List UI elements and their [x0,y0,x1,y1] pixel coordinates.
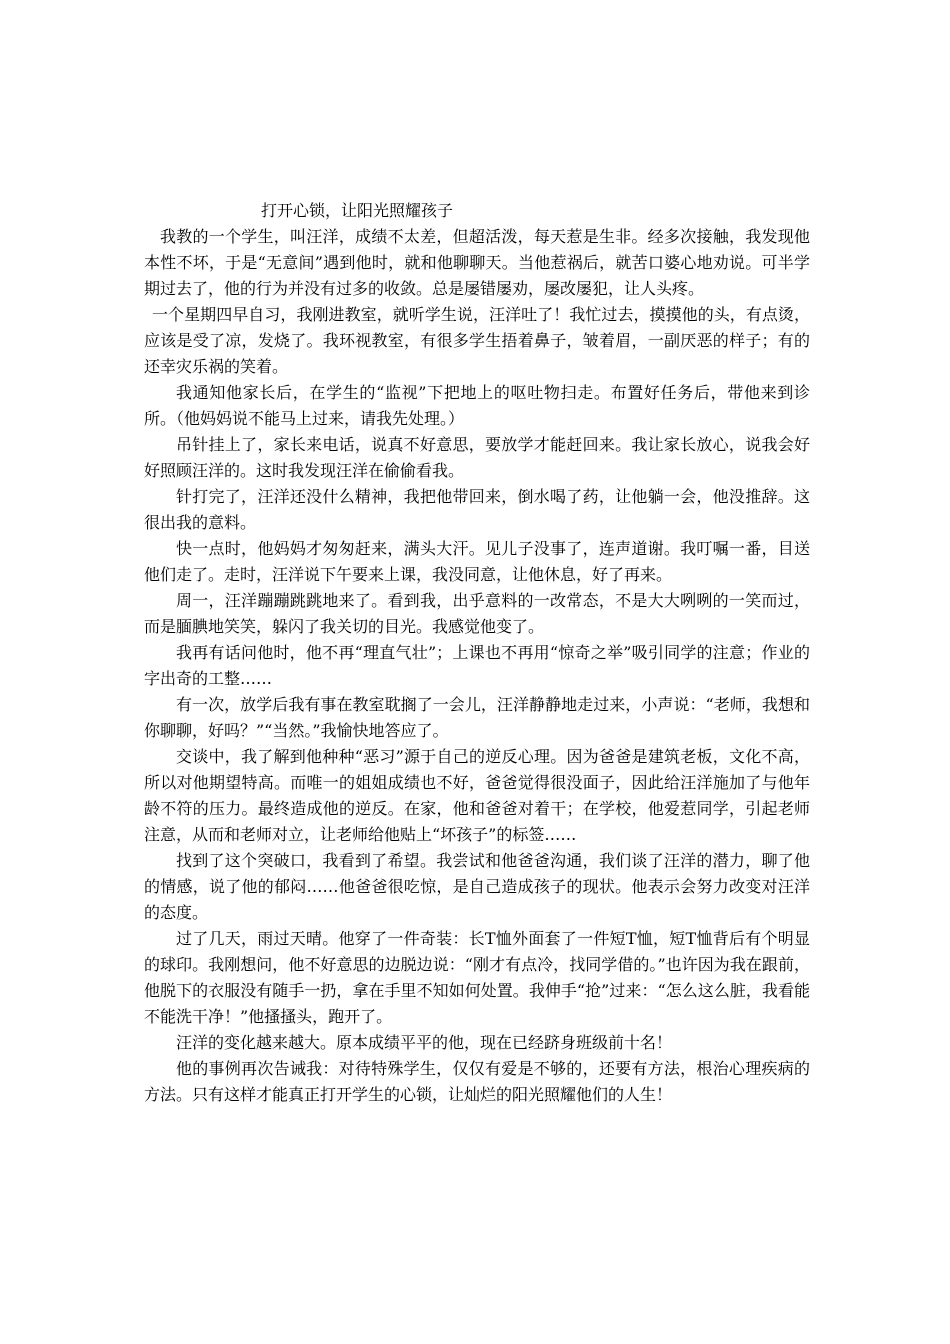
document-body [144,196,810,1108]
paragraph-10: 交谈中，我了解到他种种“恶习”源于自己的逆反心理。因为爸爸是建筑老板，文化不高，所以对他期望特高。而唯一的姐姐成绩也不好，爸爸觉得很没面子，因此给汪洋施加了与他年龄不符的压力。最终造成他的逆反。在家，他和爸爸对着干；在学校，他爱惹同学，引起老师注意，从而和老师对立，让老师给他贴上“坏孩子”的标签…… [144,747,810,844]
paragraph-13: 汪洋的变化越来越大。原本成绩平平的他，现在已经跻身班级前十名！ [176,1033,673,1052]
document-title: 打开心锁，让阳光照耀孩子 [261,201,454,220]
paragraph-11: 找到了这个突破口，我看到了希望。我尝试和他爸爸沟通，我们谈了汪洋的潜力，聊了他的情感，说了他的郁闷……他爸爸很吃惊，是自己造成孩子的现状。他表示会努力改变对汪洋的态度。 [144,851,810,922]
paragraph-4: 吊针挂上了，家长来电话，说真不好意思，要放学才能赶回来。我让家长放心，说我会好好照顾汪洋的。这时我发现汪洋在偷偷看我。 [144,435,810,480]
paragraph-3: 我通知他家长后，在学生的“监视”下把地上的呕吐物扫走。布置好任务后，带他来到诊所。（他妈妈说不能马上过来，请我先处理。） [144,383,810,428]
paragraph-5: 针打完了，汪洋还没什么精神，我把他带回来，倒水喝了药，让他躺一会，他没推辞。这很出我的意料。 [144,487,810,532]
paragraph-8: 我再有话问他时，他不再“理直气壮”；上课也不再用“惊奇之举”吸引同学的注意；作业的字出奇的工整…… [144,643,810,688]
paragraph-2: 一个星期四早自习，我刚进教室，就听学生说，汪洋吐了！我忙过去，摸摸他的头，有点烫，应该是受了凉，发烧了。我环视教室，有很多学生捂着鼻子，皱着眉，一副厌恶的样子；有的还幸灾乐祸的笑着。 [144,305,810,376]
paragraph-7: 周一，汪洋蹦蹦跳跳地来了。看到我，出乎意料的一改常态，不是大大咧咧的一笑而过，而是腼腆地笑笑，躲闪了我关切的目光。我感觉他变了。 [144,591,810,636]
paragraph-14: 他的事例再次告诫我：对待特殊学生，仅仅有爱是不够的，还要有方法，根治心理疾病的方法。只有这样才能真正打开学生的心锁，让灿烂的阳光照耀他们的人生！ [144,1059,810,1104]
paragraph-12: 过了几天，雨过天晴。他穿了一件奇装：长T恤外面套了一件短T恤，短T恤背后有个明显的球印。我刚想问，他不好意思的边脱边说：“刚才有点冷，找同学借的。”也许因为我在跟前，他脱下的衣服没有随手一扔，拿在手里不知如何处置。我伸手“抢”过来：“怎么这么脏，我看能不能洗干净！”他搔搔头，跑开了。 [144,929,810,1026]
paragraph-1: 我教的一个学生，叫汪洋，成绩不太差，但超活泼，每天惹是生非。经多次接触，我发现他本性不坏，于是“无意间”遇到他时，就和他聊聊天。当他惹祸后，就苦口婆心地劝说。可半学期过去了，他的行为并没有过多的收敛。总是屡错屡劝，屡改屡犯，让人头疼。 [144,227,810,298]
paragraph-6: 快一点时，他妈妈才匆匆赶来，满头大汗。见儿子没事了，连声道谢。我叮嘱一番，目送他们走了。走时，汪洋说下午要来上课，我没同意，让他休息，好了再来。 [144,539,810,584]
paragraph-9: 有一次，放学后我有事在教室耽搁了一会儿，汪洋静静地走过来，小声说：“老师，我想和你聊聊，好吗？”“当然。”我愉快地答应了。 [144,695,810,740]
